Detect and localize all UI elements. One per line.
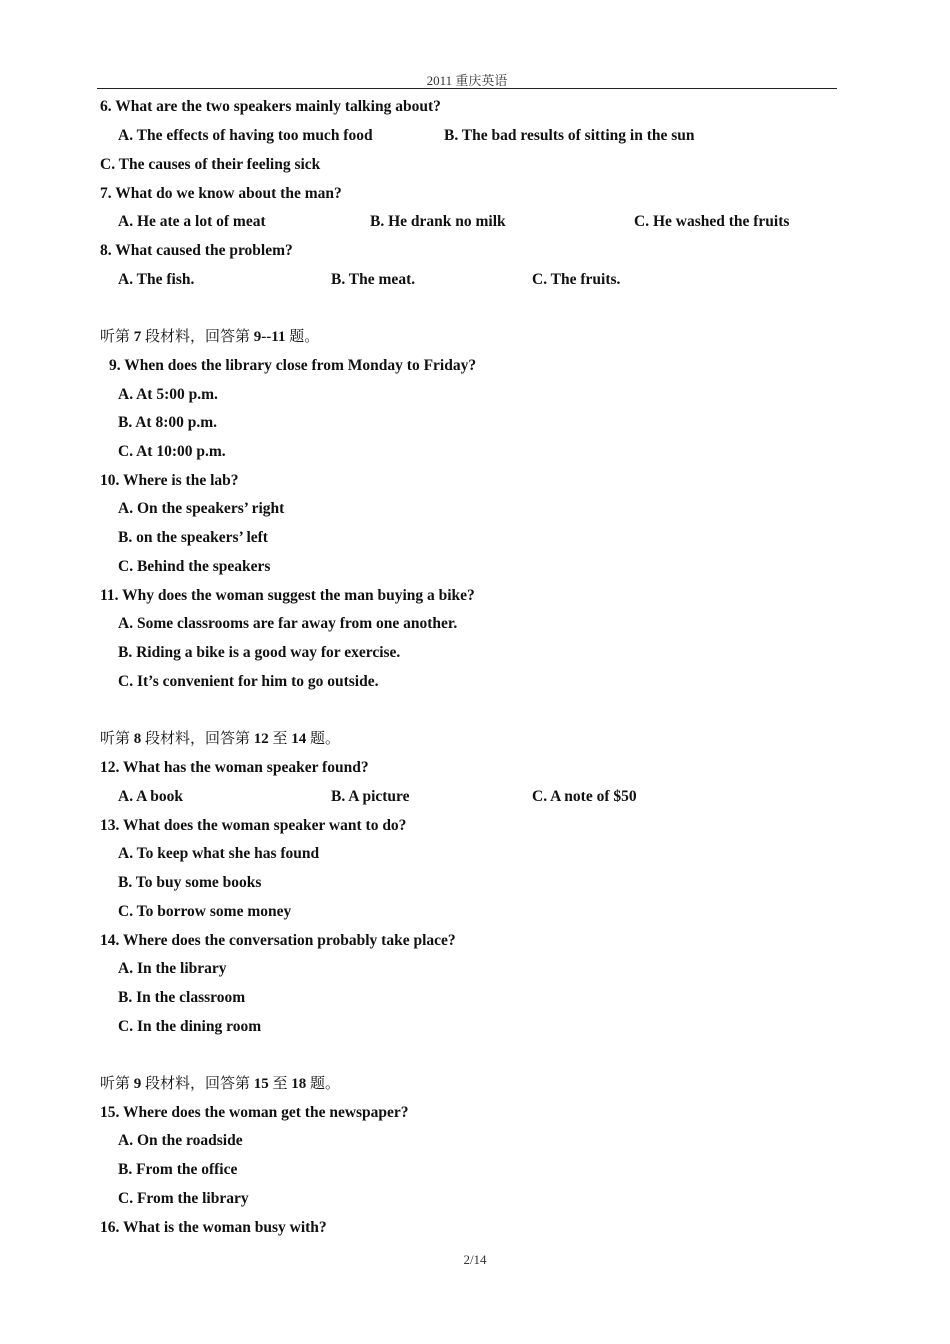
q10-option-c: C. Behind the speakers — [118, 558, 271, 575]
q14-option-c: C. In the dining room — [118, 1018, 262, 1035]
q8-option-b: B. The meat. — [331, 271, 416, 288]
q6-option-a: A. The effects of having too much food — [118, 127, 373, 144]
question-11: 11. Why does the woman suggest the man buying a bike? — [100, 587, 475, 604]
q7-option-c: C. He washed the fruits — [634, 213, 790, 230]
question-8: 8. What caused the problem? — [100, 242, 293, 259]
q7-option-a: A. He ate a lot of meat — [118, 213, 266, 230]
q7-option-b: B. He drank no milk — [370, 213, 506, 230]
section-7-heading: 听第 7 段材料，回答第 9--11 题。 — [100, 329, 320, 345]
page-number: 2/14 — [463, 1252, 487, 1267]
q11-option-c: C. It’s convenient for him to go outside. — [118, 673, 379, 690]
question-10: 10. Where is the lab? — [100, 472, 239, 489]
question-12: 12. What has the woman speaker found? — [100, 759, 369, 776]
q10-option-b: B. on the speakers’ left — [118, 529, 268, 546]
q8-option-a: A. The fish. — [118, 271, 195, 288]
q15-option-c: C. From the library — [118, 1190, 249, 1207]
q14-option-b: B. In the classroom — [118, 989, 246, 1006]
question-9: 9. When does the library close from Monday to Friday? — [109, 357, 477, 374]
q11-option-b: B. Riding a bike is a good way for exercise. — [118, 644, 401, 661]
q11-option-a: A. Some classrooms are far away from one another. — [118, 615, 458, 632]
question-7: 7. What do we know about the man? — [100, 185, 342, 202]
q6-option-b: B. The bad results of sitting in the sun — [444, 127, 695, 144]
q12-option-b: B. A picture — [331, 788, 410, 805]
question-13: 13. What does the woman speaker want to do? — [100, 817, 407, 834]
question-16: 16. What is the woman busy with? — [100, 1219, 327, 1236]
q14-option-a: A. In the library — [118, 960, 227, 977]
q12-option-c: C. A note of $50 — [532, 788, 637, 805]
q13-option-c: C. To borrow some money — [118, 903, 292, 920]
q10-option-a: A. On the speakers’ right — [118, 500, 285, 517]
section-8-heading: 听第 8 段材料，回答第 12 至 14 题。 — [100, 731, 341, 747]
page-header: 2011 重庆英语 — [426, 73, 508, 88]
q15-option-b: B. From the office — [118, 1161, 238, 1178]
question-15: 15. Where does the woman get the newspaper? — [100, 1104, 409, 1121]
question-6: 6. What are the two speakers mainly talking about? — [100, 98, 441, 115]
q6-option-c: C. The causes of their feeling sick — [100, 156, 321, 173]
q9-option-a: A. At 5:00 p.m. — [118, 386, 218, 403]
q9-option-c: C. At 10:00 p.m. — [118, 443, 226, 460]
q12-option-a: A. A book — [118, 788, 184, 805]
section-9-heading: 听第 9 段材料，回答第 15 至 18 题。 — [100, 1076, 341, 1092]
q15-option-a: A. On the roadside — [118, 1132, 243, 1149]
q9-option-b: B. At 8:00 p.m. — [118, 414, 218, 431]
q8-option-c: C. The fruits. — [532, 271, 621, 288]
q13-option-b: B. To buy some books — [118, 874, 262, 891]
q13-option-a: A. To keep what she has found — [118, 845, 320, 862]
header-rule — [97, 88, 837, 89]
question-14: 14. Where does the conversation probably take place? — [100, 932, 456, 949]
